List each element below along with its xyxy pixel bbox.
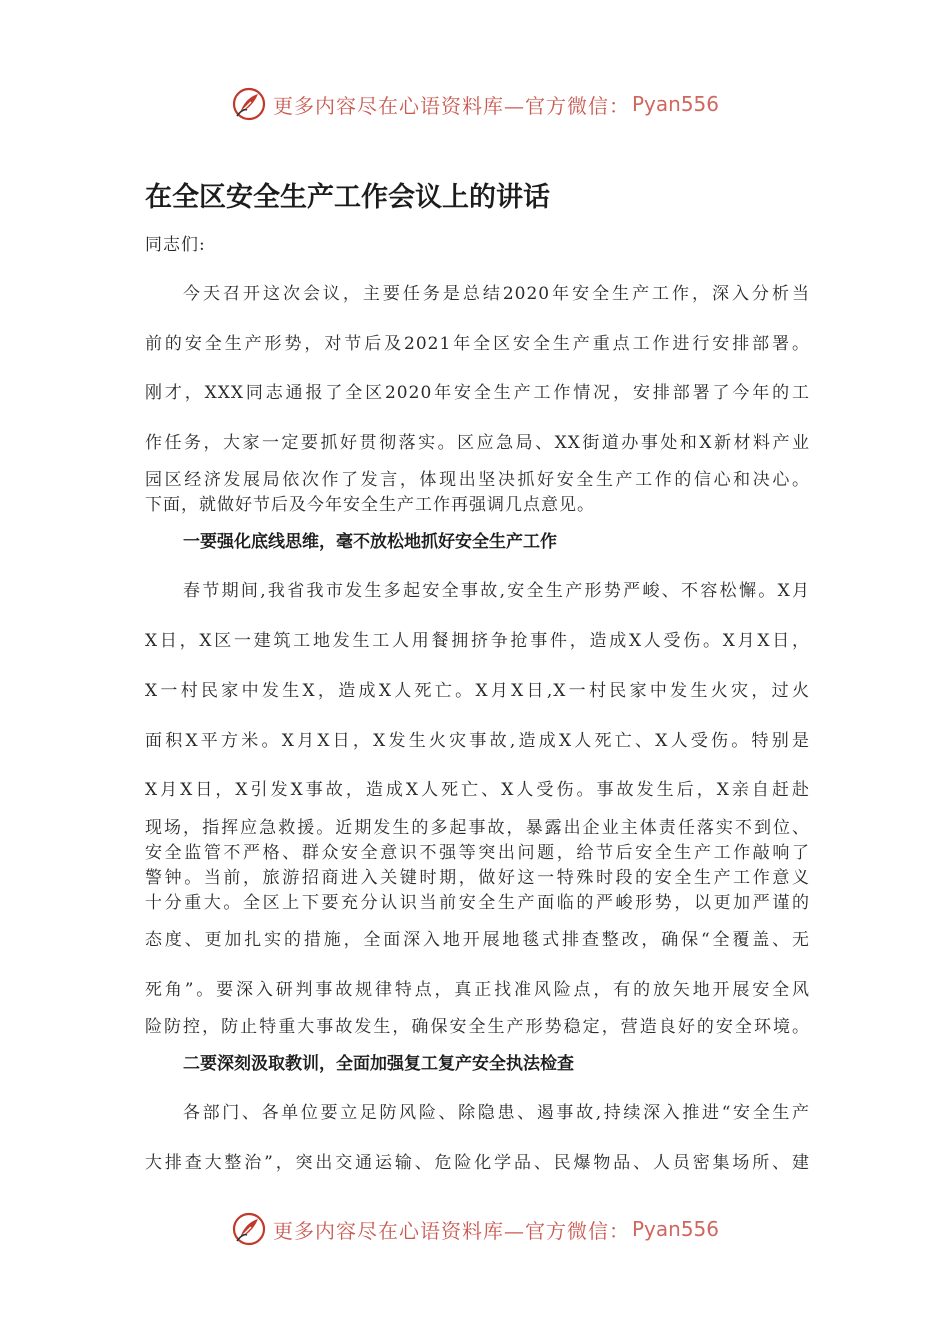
paragraph-line: 十分重大。全区上下要充分认识当前安全生产面临的严峻形势，以更加严谨的: [145, 893, 810, 913]
paragraph-line: 各部门、各单位要立足防风险、除隐患、遏事故,持续深入推进“安全生产: [183, 1103, 810, 1123]
paragraph-line: 前的安全生产形势，对节后及2021年全区安全生产重点工作进行安排部署。: [145, 334, 810, 354]
paragraph-line: 春节期间,我省我市发生多起安全事故,安全生产形势严峻、不容松懈。X月: [183, 581, 810, 601]
salutation: 同志们:: [145, 235, 206, 255]
paragraph-line: 刚才，XXX同志通报了全区2020年安全生产工作情况，安排部署了今年的工: [145, 383, 810, 403]
wechat-handle: Pyan556: [631, 1217, 719, 1241]
paragraph-line: X一村民家中发生X，造成X人死亡。X月X日,X一村民家中发生火灾，过火: [145, 681, 810, 701]
paragraph-line: X月X日，X引发X事故，造成X人死亡、X人受伤。事故发生后，X亲自赶赴: [145, 780, 810, 800]
header-banner: [0, 82, 950, 126]
paragraph-line: 态度、更加扎实的措施，全面深入地开展地毯式排查整改，确保“全覆盖、无: [145, 930, 810, 950]
wechat-handle: Pyan556: [631, 92, 719, 116]
paragraph-line: 警钟。当前，旅游招商进入关键时期，做好这一特殊时段的安全生产工作意义: [145, 868, 810, 888]
paragraph-line: 面积X平方米。X月X日，X发生火灾事故,造成X人死亡、X人受伤。特别是: [145, 731, 810, 751]
section-heading: 二要深刻汲取教训，全面加强复工复产安全执法检查: [183, 1054, 574, 1074]
footer-banner: [0, 1207, 950, 1251]
pen-leaf-logo-icon: [231, 86, 267, 122]
page-title: 在全区安全生产工作会议上的讲话: [145, 182, 550, 213]
paragraph-line: 今天召开这次会议，主要任务是总结2020年安全生产工作，深入分析当: [183, 284, 810, 304]
paragraph-line: 作任务，大家一定要抓好贯彻落实。区应急局、XX街道办事处和X新材料产业: [145, 433, 810, 453]
pen-leaf-logo-icon: [231, 1211, 267, 1247]
paragraph-line: 安全监管不严格、群众安全意识不强等突出问题，给节后安全生产工作敲响了: [145, 843, 810, 863]
banner-text: 更多内容尽在心语资料库—官方微信：: [272, 93, 630, 118]
paragraph-line: 现场，指挥应急救援。近期发生的多起事故，暴露出企业主体责任落实不到位、: [145, 818, 810, 838]
paragraph-line: 园区经济发展局依次作了发言，体现出坚决抓好安全生产工作的信心和决心。: [145, 470, 810, 490]
paragraph-line: 大排查大整治”，突出交通运输、危险化学品、民爆物品、人员密集场所、建: [145, 1153, 810, 1173]
section-heading: 一要强化底线思维，毫不放松地抓好安全生产工作: [183, 532, 557, 552]
paragraph-line: X日，X区一建筑工地发生工人用餐拥挤争抢事件，造成X人受伤。X月X日，: [145, 631, 810, 651]
paragraph-line: 死角”。要深入研判事故规律特点，真正找准风险点，有的放矢地开展安全风: [145, 980, 810, 1000]
paragraph-line: 险防控，防止特重大事故发生，确保安全生产形势稳定，营造良好的安全环境。: [145, 1017, 810, 1037]
banner-text: 更多内容尽在心语资料库—官方微信：: [272, 1218, 630, 1243]
paragraph-line: 下面，就做好节后及今年安全生产工作再强调几点意见。: [145, 495, 595, 515]
